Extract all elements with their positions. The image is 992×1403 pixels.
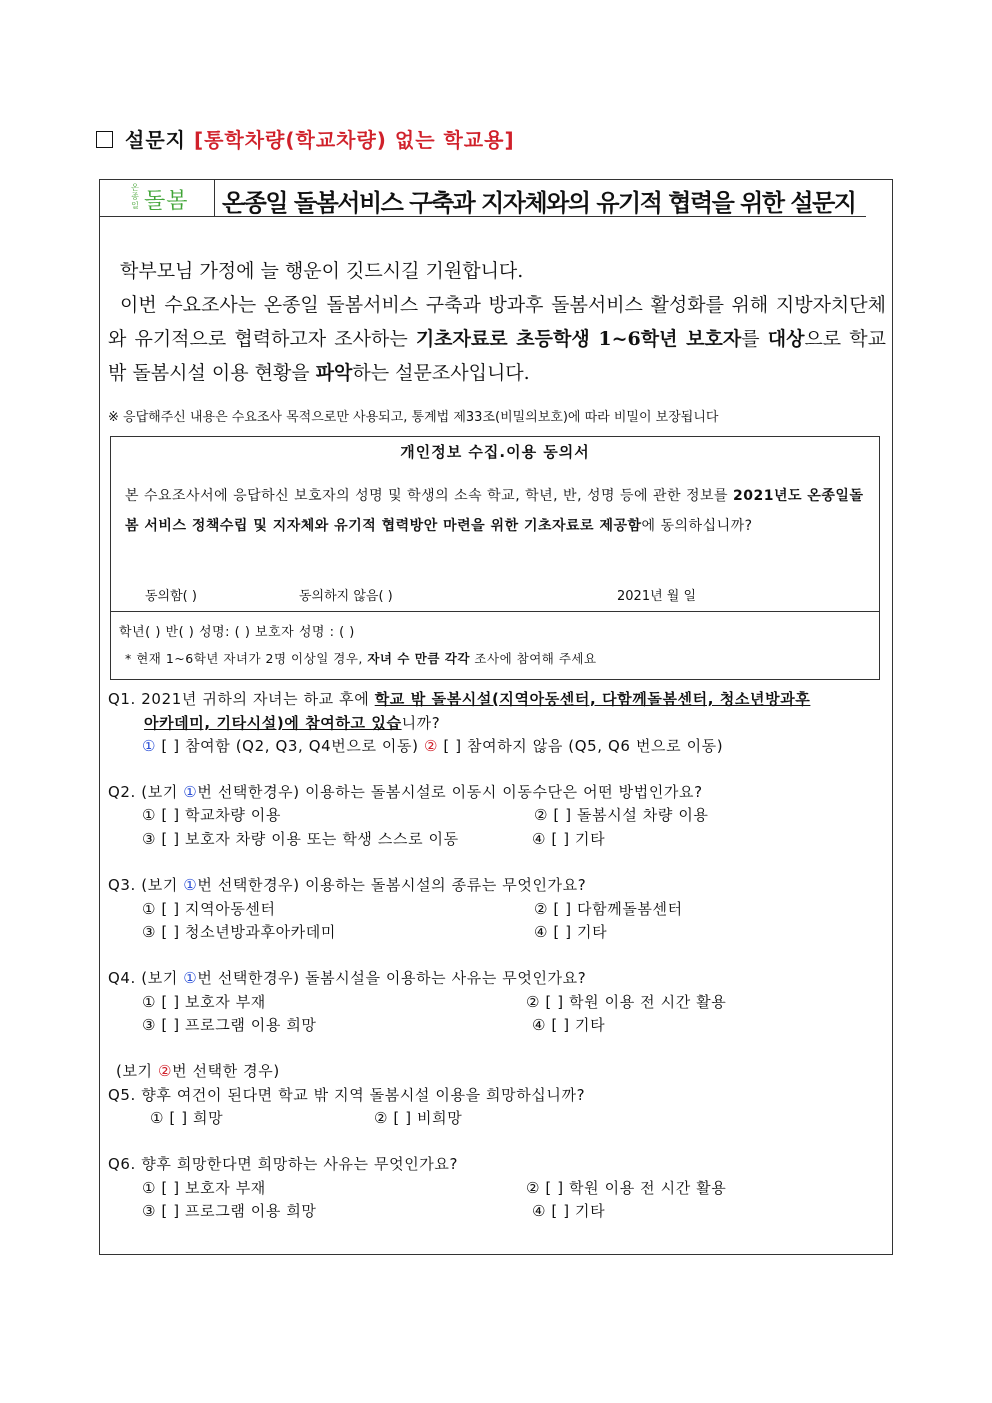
- heading-label: 설문지: [125, 128, 186, 152]
- q6-option-4[interactable]: ④ [ ] 기타: [532, 1202, 606, 1220]
- q4-option-3[interactable]: ③ [ ] 프로그램 이용 희망: [142, 1016, 317, 1034]
- q1-question-cont: 아카데미, 기타시설)에 참여하고 있습니까?: [144, 714, 441, 732]
- q5-option-2[interactable]: ② [ ] 비희망: [374, 1109, 463, 1127]
- consent-box: [110, 436, 880, 680]
- q2-option-1[interactable]: ① [ ] 학교차량 이용: [142, 806, 281, 824]
- title-bar: [100, 180, 866, 217]
- student-info-field[interactable]: 학년( ) 반( ) 성명: ( ) 보호자 성명 : ( ): [119, 625, 355, 640]
- q4-question: Q4. (보기 ①번 선택한경우) 돌봄시설을 이용하는 사유는 무엇인가요?: [108, 969, 587, 987]
- intro-text: [108, 254, 886, 390]
- q4-option-1[interactable]: ① [ ] 보호자 부재: [142, 993, 266, 1011]
- q6-option-2[interactable]: ② [ ] 학원 이용 전 시간 활용: [526, 1179, 727, 1197]
- q4-option-4[interactable]: ④ [ ] 기타: [532, 1016, 606, 1034]
- page-heading: [96, 124, 515, 153]
- survey-frame: [99, 179, 893, 1255]
- privacy-notice: ※ 응답해주신 내용은 수요조사 목적으로만 사용되고, 통계법 제33조(비밀의보호)에 따라 비밀이 보장됩니다: [108, 410, 719, 425]
- q2-question: Q2. (보기 ①번 선택한경우) 이용하는 돌봄시설로 이동시 이동수단은 어떤 방법인가요?: [108, 783, 703, 801]
- brand-logo-vertical-text: 온종일: [131, 183, 139, 210]
- heading-tag: [통학차량(학교차량) 없는 학교용]: [193, 128, 515, 152]
- q2-option-2[interactable]: ② [ ] 돌봄시설 차량 이용: [534, 806, 709, 824]
- q3-question: Q3. (보기 ①번 선택한경우) 이용하는 돌봄시설의 종류는 무엇인가요?: [108, 876, 587, 894]
- q4-option-2[interactable]: ② [ ] 학원 이용 전 시간 활용: [526, 993, 727, 1011]
- consent-agree-field[interactable]: 동의함( ): [145, 589, 197, 604]
- q3-option-4[interactable]: ④ [ ] 기타: [534, 923, 608, 941]
- consent-title: 개인정보 수집.이용 동의서: [400, 443, 590, 461]
- q6-option-3[interactable]: ③ [ ] 프로그램 이용 희망: [142, 1202, 317, 1220]
- consent-date[interactable]: 2021년 월 일: [617, 589, 697, 604]
- q1-options[interactable]: ① [ ] 참여함 (Q2, Q3, Q4번으로 이동) ② [ ] 참여하지 않음 (Q5, Q6 번으로 이동): [142, 737, 724, 755]
- intro-greeting: 학부모님 가정에 늘 행운이 깃드시길 기원합니다.: [120, 260, 524, 282]
- survey-title: 온종일 돌봄서비스 구축과 지자체와의 유기적 협력을 위한 설문지: [222, 189, 856, 217]
- consent-divider: [111, 611, 879, 612]
- consent-disagree-field[interactable]: 동의하지 않음( ): [299, 589, 393, 604]
- q2-option-3[interactable]: ③ [ ] 보호자 차량 이용 또는 학생 스스로 이동: [142, 830, 459, 848]
- section-2-header: (보기 ②번 선택한 경우): [116, 1062, 280, 1080]
- q3-option-2[interactable]: ② [ ] 다함께돌봄센터: [534, 900, 683, 918]
- consent-body: 본 수요조사서에 응답하신 보호자의 성명 및 학생의 소속 학교, 학년, 반, 성명 등에 관한 정보를 2021년도 온종일돌봄 서비스 정책수립 및 지자체와 유기적 협력방안 마련을 위한 기초자료로 제공함에 동의하십니까?: [125, 488, 864, 534]
- q5-option-1[interactable]: ① [ ] 희망: [150, 1109, 224, 1127]
- brand-logo: [100, 180, 215, 216]
- q2-option-4[interactable]: ④ [ ] 기타: [532, 830, 606, 848]
- q6-question: Q6. 향후 희망한다면 희망하는 사유는 무엇인가요?: [108, 1155, 459, 1173]
- q6-option-1[interactable]: ① [ ] 보호자 부재: [142, 1179, 266, 1197]
- intro-paragraph: 이번 수요조사는 온종일 돌봄서비스 구축과 방과후 돌봄서비스 활성화를 위해 지방자치단체와 유기적으로 협력하고자 조사하는 기초자료로 초등학생 1~6학년 보호자를 대상으로 학교 밖 돌봄시설 이용 현황을 파악하는 설문조사입니다.: [108, 294, 886, 384]
- q3-option-3[interactable]: ③ [ ] 청소년방과후아카데미: [142, 923, 336, 941]
- q3-option-1[interactable]: ① [ ] 지역아동센터: [142, 900, 276, 918]
- checkbox-square-icon: [96, 131, 113, 148]
- q1-question: Q1. 2021년 귀하의 자녀는 하교 후에 학교 밖 돌봄시설(지역아동센터, 다함께돌봄센터, 청소년방과후: [108, 690, 811, 708]
- brand-logo-text: 돌봄: [144, 189, 189, 214]
- q5-question: Q5. 향후 여건이 된다면 학교 밖 지역 돌봄시설 이용을 희망하십니까?: [108, 1086, 586, 1104]
- consent-note: * 현재 1~6학년 자녀가 2명 이상일 경우, 자녀 수 만큼 각각 조사에 참여해 주세요: [125, 651, 597, 666]
